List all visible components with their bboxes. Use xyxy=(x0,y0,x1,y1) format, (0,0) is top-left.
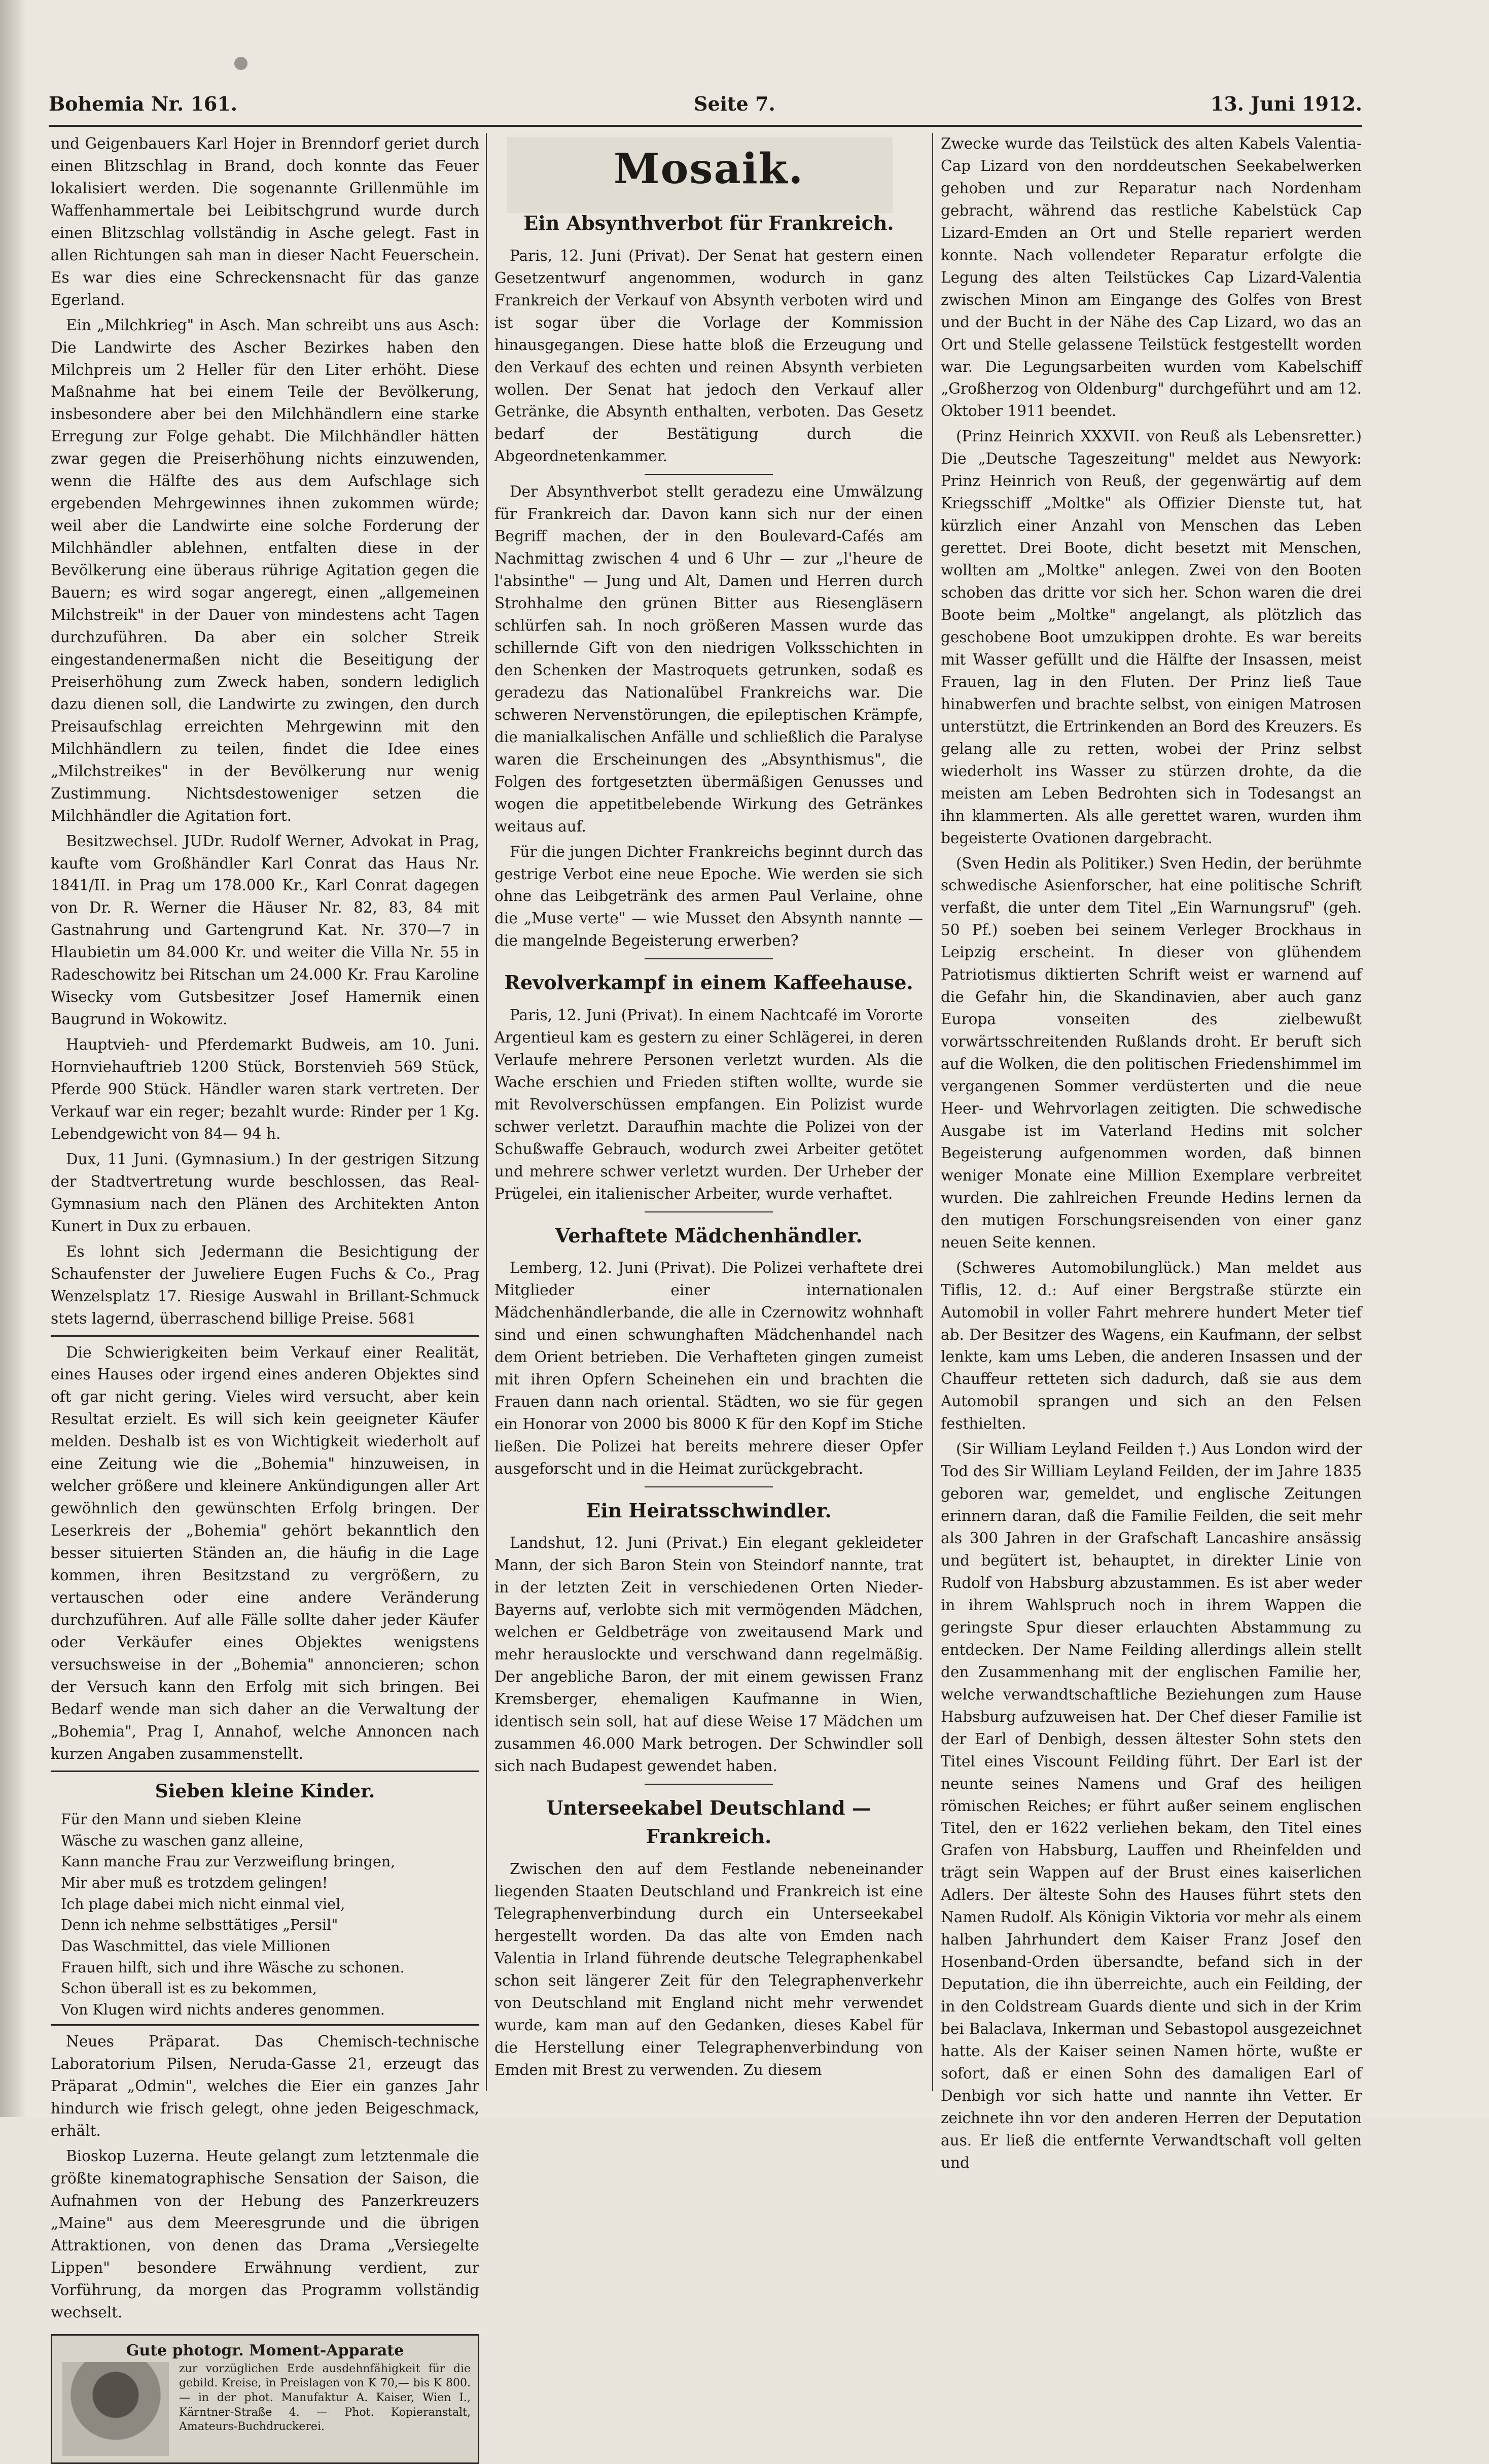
article-heiratsschwindler: Landshut, 12. Juni (Privat.) Ein elegant gekleideter Mann, der sich Baron Stein von Steindorf nannte, trat in der letzten Zeit in verschiedenen Orten Nieder-Bayerns auf, verlobte sich mit vermögenden Mädchen, welchen er Geldbeträge von zweitausend Mark und mehr herauslockte und verschwand dann regelmäßig. Der angebliche Baron, der mit einem gewissen Franz Kremsberger, ehemaligen Kaufmanne in Wien, identisch sein soll, hat auf diese Weise 17 Mädchen um zusammen 46.000 Mark betrogen. Der Schwindler soll sich nach Budapest gewendet haben. xyxy=(494,1534,923,1775)
section-title: Mosaik. xyxy=(613,145,804,193)
divider xyxy=(645,1211,773,1212)
article-revolverkampf: Paris, 12. Juni (Privat). In einem Nachtcafé im Vororte Argentieul kam es gestern zu einer Schlägerei, in deren Verlaufe mehrere Personen verletzt wurden. Als die Wache erschien und Frieden stiften wollte, wurde sie mit Revolverschüssen empfangen. Ein Polizist wurde schwer verletzt. Daraufhin machte die Polizei von der Schußwaffe Gebrauch, wodurch zwei Arbeiter getötet und mehrere schwer verletzt wurden. Der Urheber der Prügelei, ein italienischer Arbeiter, wurde verhaftet. xyxy=(494,1006,923,1202)
poem-line: Frauen hilft, sich und ihre Wäsche zu schonen. xyxy=(61,1959,405,1976)
article-sven-hedin: (Sven Hedin als Politiker.) Sven Hedin, der berühmte schwedische Asienforscher, hat eine politische Schrift verfaßt, die unter dem Titel „Ein Warnungsruf" (geh. 50 Pf.) soeben bei seinem Verleger Brockhaus in Leipzig erscheint. In dieser von glühendem Patriotismus diktierten Schrift weist er warnend auf die Gefahr hin, die Skandinavien, aber auch ganz Europa vonseiten des zielbewußt vorwärtsschreitenden Rußlands droht. Er beruft sich auf die Wolken, die den politischen Friedenshimmel im vergangenen Sommer verdüsterten und die neue Heer- und Wehrvorlagen zeitigten. Die schwedische Ausgabe ist im Vaterland Hedins mit solcher Begeisterung aufgenommen worden, daß binnen weniger Monate eine Million Exemplare verbreitet wurden. Die zahlreichen Freunde Hedins lernen da den mutigen Forschungsreisenden von einer ganz neuen Seite kennen. xyxy=(941,854,1362,1251)
poem xyxy=(51,1810,479,2019)
header-date: 13. Juni 1912. xyxy=(1210,92,1362,115)
divider xyxy=(51,1335,479,1337)
divider xyxy=(51,1771,479,1772)
poem-line: Denn ich nehme selbsttätiges „Persil" xyxy=(61,1917,338,1934)
divider xyxy=(645,1784,773,1785)
punch-hole xyxy=(234,57,247,70)
divider xyxy=(645,474,773,475)
poem-line: Wäsche zu waschen ganz alleine, xyxy=(61,1832,304,1849)
divider xyxy=(645,958,773,959)
headline-absynth: Ein Absynthverbot für Frankreich. xyxy=(523,212,894,235)
article-absynth-2: Der Absynthverbot stellt geradezu eine Umwälzung für Frankreich dar. Davon kann sich nur der einen Begriff machen, der in den Boulevard-Cafés am Nachmittag zwischen 4 und 6 Uhr — zur „l'heure de l'absinthe" — Jung und Alt, Damen und Herren durch Strohhalme den grünen Bitter aus Riesengläsern schlürfen sah. In noch größeren Massen wurde das schillernde Gift von den niedrigen Volksschichten in den Schenken der Mastroquets getrunken, sodaß es geradezu das Nationalübel Frankreichs war. Die schweren Nervenstörungen, die epileptischen Krämpfe, die manialkalischen Anfälle und schließlich die Paralyse waren die Erscheinungen des „Absynthismus", die Folgen des fortgesetzten übermäßigen Genusses und wogen die appetitbelebende Wirkung des Getränkes weitaus auf. xyxy=(494,483,923,835)
article-automobilunglueck: (Schweres Automobilunglück.) Man meldet aus Tiflis, 12. d.: Auf einer Bergstraße stürzte ein Automobil in voller Fahrt mehrere hundert Meter tief ab. Der Besitzer des Wagens, ein Kaufmann, der selbst lenkte, kam ums Leben, die anderen Insassen und der Chauffeur retteten sich dadurch, daß sie aus dem Automobil sprangen und sich an den Felsen festhielten. xyxy=(941,1259,1362,1433)
poem-line: Kann manche Frau zur Verzweiflung bringen, xyxy=(61,1853,396,1870)
poem-line: Für den Mann und sieben Kleine xyxy=(61,1811,302,1828)
poem-title: Sieben kleine Kinder. xyxy=(155,1780,375,1802)
headline-maedchenhaendler: Verhaftete Mädchenhändler. xyxy=(555,1224,863,1247)
article-unterseekabel-cont: Zwecke wurde das Teilstück des alten Kabels Valentia-Cap Lizard von den norddeutschen Seekabelwerken gehoben und zur Reparatur nach Nordenham gebracht, während das restliche Kabelstück Cap Lizard-Emden an Ort und Stelle repariert werden konnte. Nach vollendeter Reparatur erfolgte die Legung des alten Teilstückes Cap Lizard-Valentia zwischen Minon am Eingange des Golfes von Brest und der Bucht in der Nähe des Cap Lizard, wo das an Ort und Stelle gelassene Teilstück festgestellt worden war. Die Legungsarbeiten wurden vom Kabelschiff „Großherzog von Oldenburg" durchgeführt und am 12. Oktober 1911 beendet. xyxy=(941,135,1362,420)
article-unterseekabel: Zwischen den auf dem Festlande nebeneinander liegenden Staaten Deutschland und Frankreich ist eine Telegraphenverbindung durch ein Unterseekabel hergestellt worden. Da das alte von Emden nach Valentia in Irland führende deutsche Telegraphenkabel schon seit längerer Zeit für den Telegraphenverkehr von Deutschland mit England nicht mehr verwendet wurde, kam man auf den Gedanken, dieses Kabel für die Herstellung einer Telegraphenverbindung von Emden mit Brest zu verwenden. Zu diesem xyxy=(494,1860,923,2078)
header-page-number: Seite 7. xyxy=(694,92,775,115)
poem-line: Mir aber muß es trotzdem gelingen! xyxy=(61,1875,328,1892)
article-feilden: (Sir William Leyland Feilden †.) Aus London wird der Tod des Sir William Leyland Feilden, der im Jahre 1835 geboren war, gemeldet, und englische Zeitungen erinnern daran, daß die Familie Feilden, die seit mehr als 300 Jahren in der Grafschaft Lancashire ansässig und begütert ist, behauptet, in direkter Linie von Rudolf von Habsburg abzustammen. Es ist aber weder in ihrem Wahlspruch noch in ihrem Wappen die geringste Spur dieser erlauchten Abstammung zu entdecken. Der Name Feilding allerdings allein stellt den Zusammenhang mit der englischen Familie her, welche verwandtschaftliche Beziehungen zum Hause Habsburg aufzuweisen hat. Der Chef dieser Familie ist der Earl of Denbigh, dessen ältester Sohn stets den Titel eines Viscount Feilding führt. Der Earl ist der neunte seines Namens und Graf des heiligen römischen Reiches; er führt außer seinem englischen Titel, den er 1622 verliehen bekam, den Titel eines Grafen von Habsburg, Lauffen und Rheinfelden und trägt sein Wappen auf der Brust eines kaiserlichen Adlers. Der älteste Sohn des Hauses führt stets den Namen Rudolf. Als Königin Viktoria vor mehr als einem halben Jahrhundert dem Kaiser Franz Josef den Hosenband-Orden übersandte, befand sich in der Deputation, die ihn überreichte, auch ein Feilding, der in den Coldstream Guards diente und sich in der Krim bei Balaclava, Inkerman und Sebastopol ausgezeichnet hatte. Als der Kaiser seinen Namen hörte, wußte er sofort, daß er einen Sohn des damaligen Earl of Denbigh vor sich hatte und nannte ihn Vetter. Er zeichnete ihn vor den anderen Herren der Deputation aus. Er ließ die entfernte Verwandtschaft voll gelten und xyxy=(941,1440,1362,2171)
column-2 xyxy=(494,133,923,2091)
article-absynth-1: Paris, 12. Juni (Privat). Der Senat hat gestern einen Gesetzentwurf angenommen, wodurch in ganz Frankreich der Verkauf von Absynth verboten wird und ist sogar über die Vorlage der Kommission hinausgegangen. Diese hatte bloß die Erzeugung und den Verkauf des echten und reinen Absynth verbieten wollen. Der Senat hat jedoch den Verkauf aller Getränke, die Absynth enthalten, verboten. Das Gesetz bedarf der Bestätigung durch die Abgeordnetenkammer. xyxy=(494,247,923,465)
article-bioskop: Bioskop Luzerna. Heute gelangt zum letztenmale die größte kinematographische Sensation der Saison, die Aufnahmen von der Hebung des Panzerkreuzers „Maine" aus dem Meeresgrunde und die übrigen Attraktionen, von denen das Drama „Versiegelte Lippen" besondere Erwähnung verdient, zur Vorführung, da morgen das Programm vollständig wechselt. xyxy=(51,2147,479,2321)
article-viehmarkt: Hauptvieh- und Pferdemarkt Budweis, am 10. Juni. Hornviehauftrieb 1200 Stück, Borstenvieh 569 Stück, Pferde 900 Stück. Händler waren stark vertreten. Der Verkauf war ein reger; bezahlt wurde: Rinder per 1 Kg. Lebendgewicht von 84— 94 h. xyxy=(51,1036,479,1142)
article-text: und Geigenbauers Karl Hojer in Brenndorf geriet durch einen Blitzschlag in Brand, doch konnte das Feuer lokalisiert werden. Die sogenannte Grillenmühle im Waffenhammertale bei Leibitschgrund wurde durch einen Blitzschlag vollständig in Asche gelegt. Fast in allen Richtungen sah man in dieser Nacht Feuerschein. Es war dies eine Schreckensnacht für das ganze Egerland. xyxy=(51,135,479,308)
advertisement-box xyxy=(51,2334,479,2464)
headline-revolverkampf: Revolverkampf in einem Kaffeehause. xyxy=(504,971,913,994)
article-praeparat: Neues Präparat. Das Chemisch-technische Laboratorium Pilsen, Neruda-Gasse 21, erzeugt das Präparat „Odmin", welches die Eier ein ganzes Jahr hindurch wie frisch gelegt, ohne jeden Beigeschmack, erhält. xyxy=(51,2033,479,2140)
article-besitzwechsel: Besitzwechsel. JUDr. Rudolf Werner, Advokat in Prag, kaufte vom Großhändler Karl Conrat das Haus Nr. 1841/II. in Prag um 178.000 Kr., Karl Conrat dagegen von Dr. R. Werner die Häuser Nr. 82, 83, 84 mit Gastnahrung und Gartengrund Kat. Nr. 370—7 in Hlaubietin um 84.000 Kr. und weiter die Villa Nr. 55 in Radeschowitz bei Ritschan um 24.000 Kr. Frau Karoline Wisecky vom Gutsbesitzer Josef Hamernik einen Baugrund in Wokowitz. xyxy=(51,832,479,1028)
ad-illustration xyxy=(62,2362,169,2456)
header-rule xyxy=(49,125,1362,127)
ad-text: zur vorzüglichen Erde ausdehnfähigkeit für die gebild. Kreise, in Preislagen von K 70,— bis K 800.— in der phot. Manufaktur A. Kaiser, Wien I., Kärntner-Straße 4. — Phot. Kopieranstalt, Amateurs-Buchdruckerei. xyxy=(179,2362,471,2434)
divider xyxy=(51,2024,479,2026)
page-binding-edge xyxy=(0,0,26,2117)
article-maedchenhaendler: Lemberg, 12. Juni (Privat). Die Polizei verhaftete drei Mitglieder einer internationalen Mädchenhändlerbande, die alle in Czernowitz wohnhaft sind und einen schwunghaften Mädchenhandel nach dem Orient betrieben. Die Verhafteten gingen zumeist mit ihren Opfern Scheinehen ein und brachten die Frauen dann nach oriental. Städten, wo sie für gegen ein Honorar von 2000 bis 8000 K für den Kopf im Stiche ließen. Die Polizei hat bereits mehrere dieser Opfer ausgeforscht und in die Heimat zurückgebracht. xyxy=(494,1259,923,1477)
article-absynth-3: Für die jungen Dichter Frankreichs beginnt durch das gestrige Verbot eine neue Epoche. Wie werden sie sich ohne das Leibgetränk des armen Paul Verlaine, ohne die „Muse verte" — wie Musset den Absynth nannte — die mangelnde Begeisterung erwerben? xyxy=(494,843,923,950)
poem-line: Das Waschmittel, das viele Millionen xyxy=(61,1937,331,1955)
poem-line: Schon überall ist es zu bekommen, xyxy=(61,1980,317,1997)
headline-unterseekabel: Unterseekabel Deutschland — Frankreich. xyxy=(546,1796,871,1848)
headline-heiratsschwindler: Ein Heiratsschwindler. xyxy=(586,1499,832,1522)
column-rule-2 xyxy=(932,133,933,2091)
column-rule-1 xyxy=(486,133,487,2091)
article-dux: Dux, 11 Juni. (Gymnasium.) In der gestrigen Sitzung der Stadtvertretung wurde beschlossen, das Real-Gymnasium nach den Plänen des Architekten Anton Kunert in Dux zu erbauen. xyxy=(51,1150,479,1235)
page-header xyxy=(49,86,1362,122)
ad-title: Gute photogr. Moment-Apparate xyxy=(126,2341,404,2359)
poem-line: Von Klugen wird nichts anderes genommen. xyxy=(61,2001,385,2018)
column-1 xyxy=(51,133,479,2434)
divider xyxy=(645,1486,773,1487)
ad-juweliere: Es lohnt sich Jedermann die Besichtigung der Schaufenster der Juweliere Eugen Fuchs & Co., Prag Wenzelsplatz 17. Riesige Auswahl in Brillant-Schmuck stets lagernd, überraschend billige Preise. 5681 xyxy=(51,1242,479,1327)
article-prinz-reuss: (Prinz Heinrich XXXVII. von Reuß als Lebensretter.) Die „Deutsche Tageszeitung" meldet aus Newyork: Prinz Heinrich von Reuß, der gegenwärtig auf dem Kriegsschiff „Moltke" als Offizier Dienste tut, hat kürzlich einer Anzahl von Menschen das Leben gerettet. Drei Boote, dicht besetzt mit Menschen, wollten am „Moltke" anlegen. Zwei von den Booten schoben das dritte vor sich her. Schon waren die drei Boote beim „Moltke" angelangt, als plötzlich das geschobene Boot umzukippen drohte. Es war bereits mit Wasser gefüllt und die Hälfte der Insassen, meist Frauen, lag in den Fluten. Der Prinz ließ Taue hinabwerfen und brachte selbst, von einigen Matrosen unterstützt, die Ertrinkenden an Bord des Kreuzers. Es gelang alle zu retten, wobei der Prinz selbst wiederholt ins Wasser zu stürzen drohte, da die meisten am Leben Bedrohten sich in Todesangst an ihn klammerten. Als alle gerettet waren, wurden ihm begeisterte Ovationen dargebracht. xyxy=(941,428,1362,847)
poem-line: Ich plage dabei mich nicht einmal viel, xyxy=(61,1895,345,1913)
header-publication: Bohemia Nr. 161. xyxy=(49,92,238,115)
article-realitaet: Die Schwierigkeiten beim Verkauf einer Realität, eines Hauses oder irgend eines anderen Objektes sind oft gar nicht gering. Vieles wird versucht, aber kein Resultat erzielt. Es will sich kein geeigneter Käufer melden. Deshalb ist es von Wichtigkeit wiederholt auf eine Zeitung wie die „Bohemia" hinzuweisen, in welcher größere und kleinere Ankündigungen aller Art gewöhnlich den gewünschten Erfolg bringen. Der Leserkreis der „Bohemia" gehört bekanntlich den besser situierten Ständen an, die häufig in die Lage kommen, ihren Besitzstand zu vergrößern, zu vertauschen oder eine andere Veränderung durchzuführen. Auf alle Fälle sollte daher jeder Käufer oder Verkäufer eines Objektes wenigstens versuchsweise in der „Bohemia" annoncieren; schon der Versuch kann den Erfolg mit sich bringen. Bei Bedarf wende man sich daher an die Verwaltung der „Bohemia", Prag I, Annahof, welche Annoncen nach kurzen Angaben zusammenstellt. xyxy=(51,1343,479,1762)
article-milchkrieg: Ein „Milchkrieg" in Asch. Man schreibt uns aus Asch: Die Landwirte des Ascher Bezirkes haben den Milchpreis um 2 Heller für den Liter erhöht. Diese Maßnahme hat bei einem Teile der Bevölkerung, insbesondere aber bei den Milchhändlern eine starke Erregung zur Folge gehabt. Die Milchhändler hätten zwar gegen die Preiserhöhung nichts einzuwenden, wenn die Hälfte des aus dem Aufschlage sich ergebenden Mehrgewinnes ihnen zukommen würde; weil aber die Landwirte eine solche Forderung der Milchhändler ablehnen, entfalten diese in der Bevölkerung eine überaus rührige Agitation gegen die Bauern; es wird sogar angeregt, einen „allgemeinen Milchstreik" in der Dauer von mindestens acht Tagen durchzuführen. Da aber ein solcher Streik eingestandenermaßen nicht die Beseitigung der Preiserhöhung zum Zweck haben, sondern lediglich dazu dienen soll, die Landwirte zu zwingen, den durch Preisaufschlag erreichten Mehrgewinn mit den Milchhändlern zu teilen, findet die Idee eines „Milchstreikes" in der Bevölkerung nur wenig Zustimmung. Nichtsdestoweniger setzen die Milchhändler die Agitation fort. xyxy=(51,316,479,824)
column-3 xyxy=(941,133,1362,2171)
